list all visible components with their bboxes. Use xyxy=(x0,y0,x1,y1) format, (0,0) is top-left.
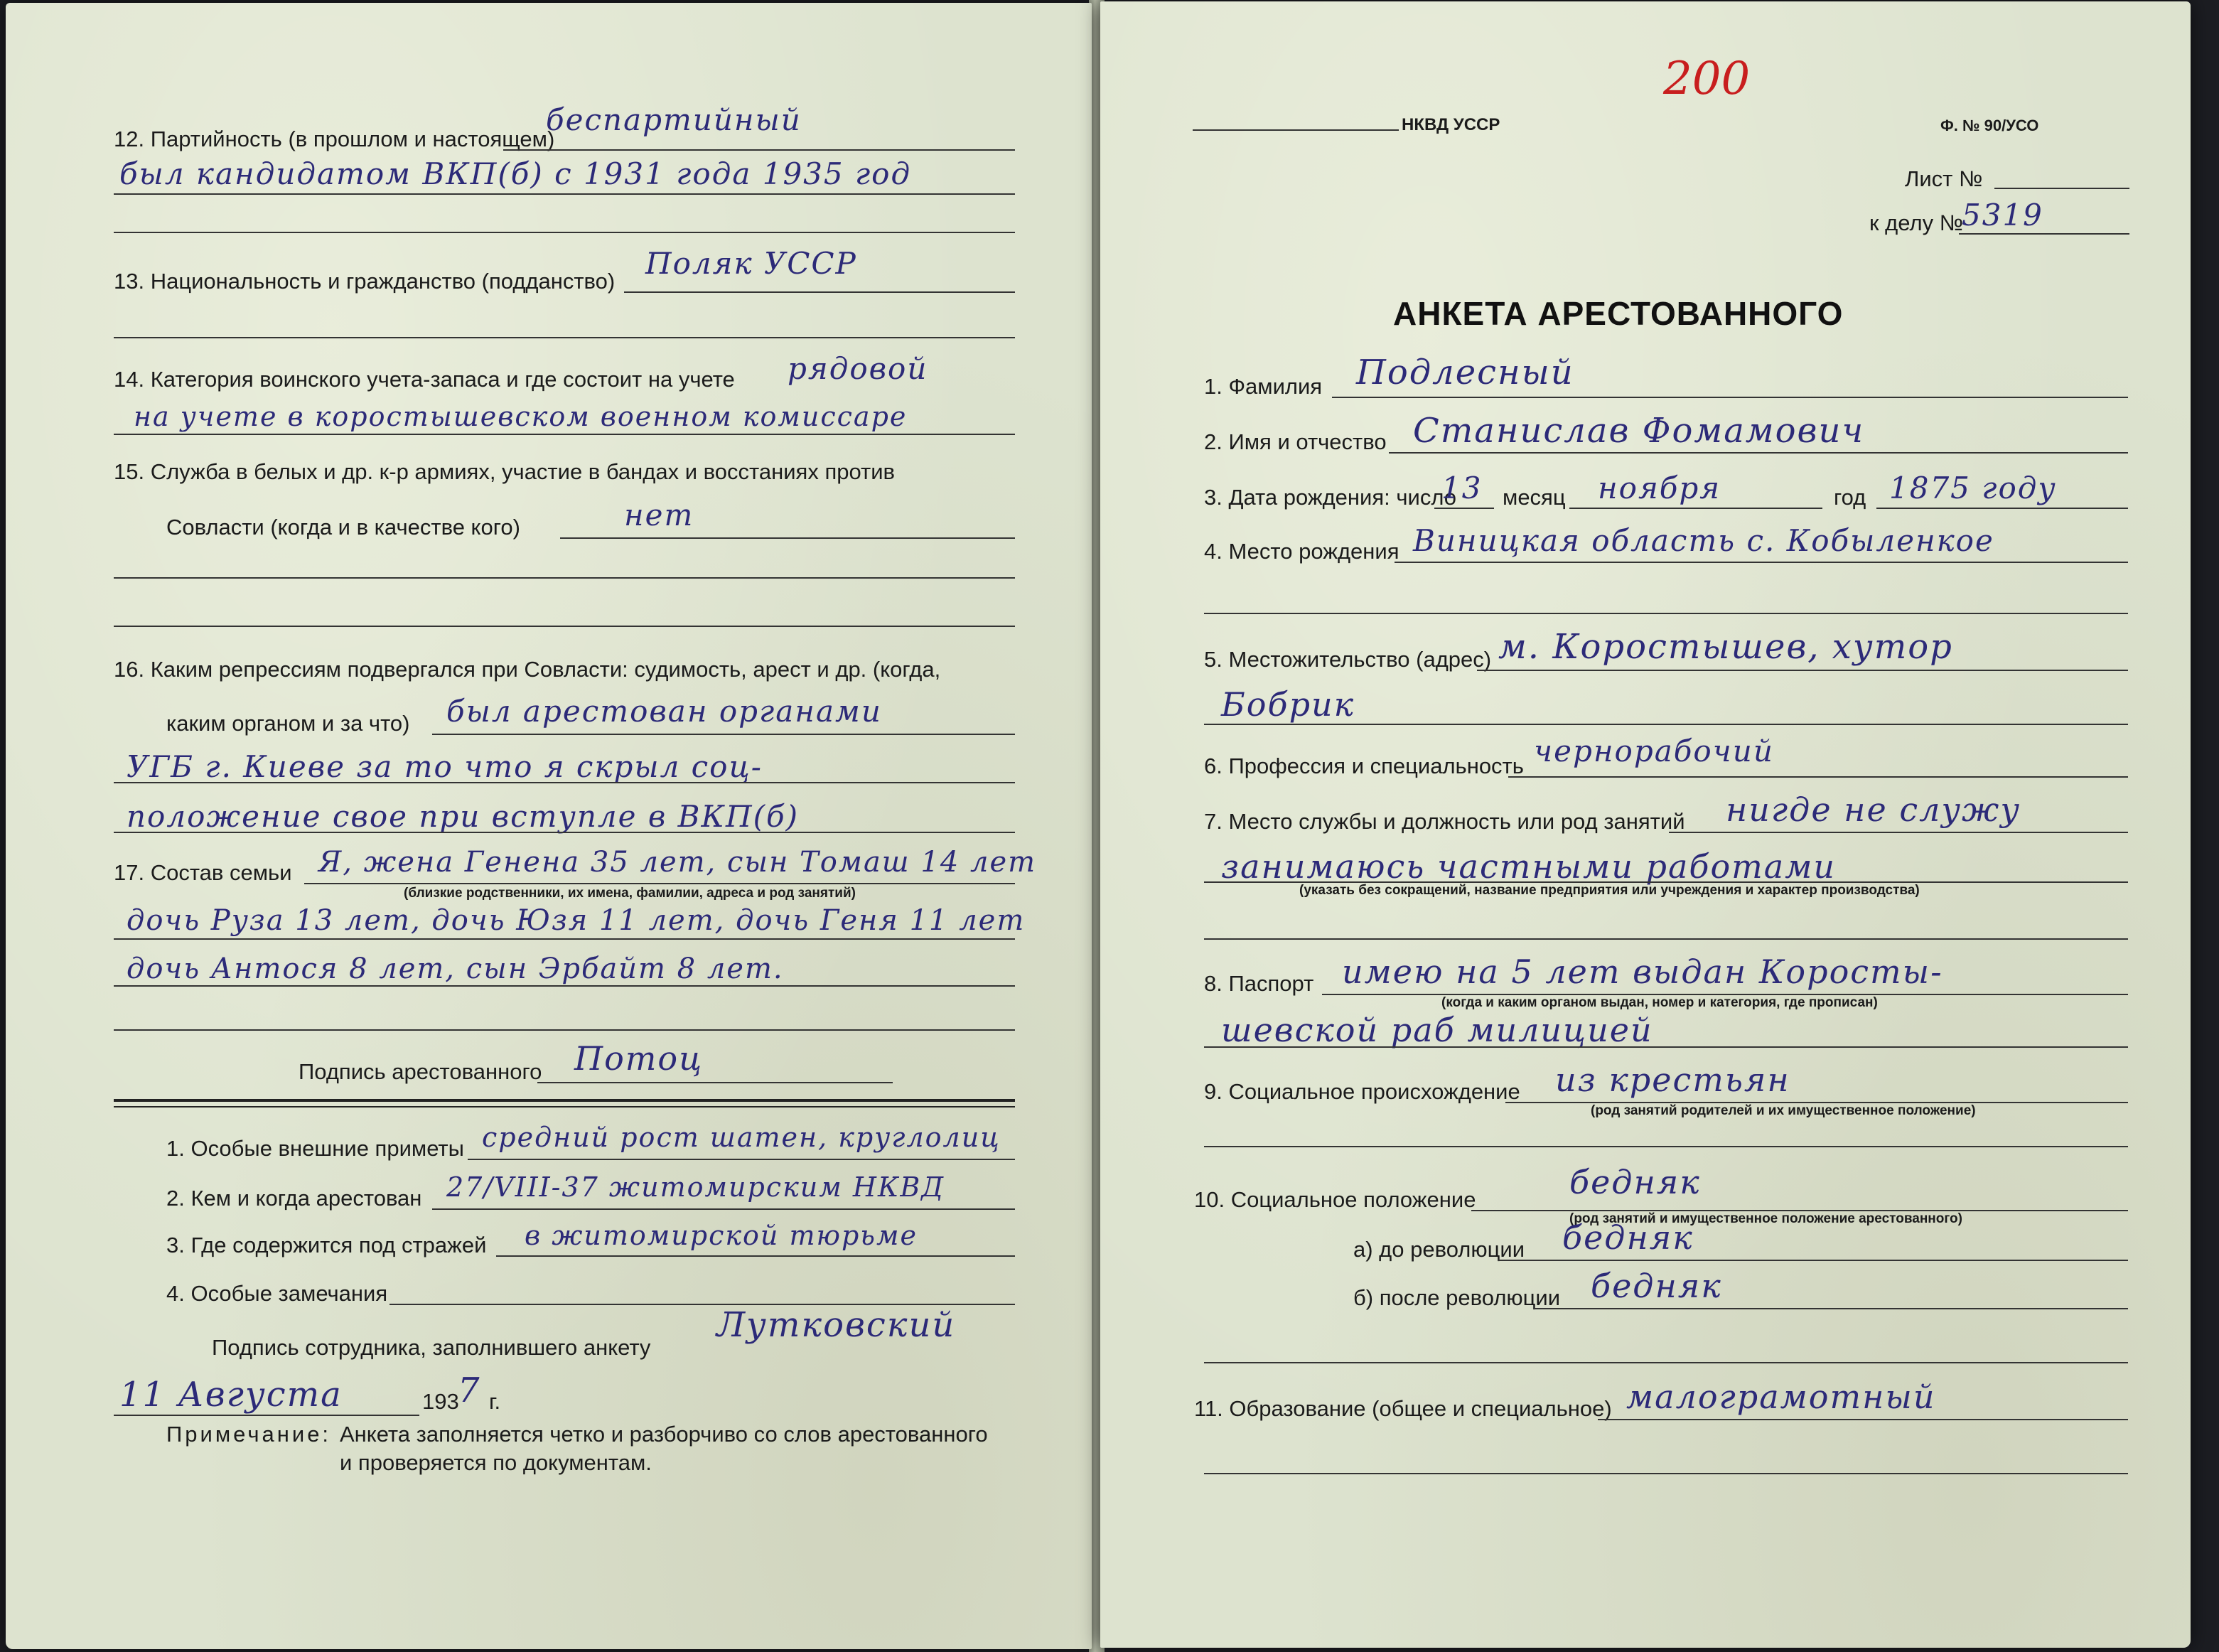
answer-line xyxy=(1508,776,2128,778)
answer-line xyxy=(496,1255,1015,1257)
arrested-signature: Потоц xyxy=(574,1039,704,1078)
q13-answer: Поляк УССР xyxy=(645,246,857,281)
f6-label: 6. Профессия и специальность xyxy=(1204,753,1524,778)
answer-line xyxy=(1204,613,2128,614)
answer-line xyxy=(1669,832,2128,833)
f10-note: (род занятий и имущественное положение арестованного) xyxy=(1569,1211,1962,1226)
surname: Подлесный xyxy=(1356,353,1574,392)
profession: чернорабочий xyxy=(1534,734,1774,768)
workplace-2: занимаюсь частными работами xyxy=(1221,847,1836,886)
name-patronymic: Станислав Фомамович xyxy=(1413,411,1865,451)
f8-label: 8. Паспорт xyxy=(1204,971,1314,996)
date-year-digit: 7 xyxy=(458,1371,481,1410)
answer-line xyxy=(432,1208,1015,1210)
q17-note: (близкие родственники, их имена, фамилии, адреса и род занятий) xyxy=(404,886,856,901)
social-status: бедняк xyxy=(1569,1163,1701,1201)
answer-line xyxy=(114,782,1015,783)
answer-line xyxy=(1598,1419,2128,1420)
q14-label: 14. Категория воинского учета-запаса и где состоит на учете xyxy=(114,367,735,392)
address-1: м. Коростышев, хутор xyxy=(1498,627,1953,667)
o1-answer: средний рост шатен, круглолиц xyxy=(482,1122,1001,1153)
answer-line xyxy=(560,537,1015,539)
birthplace: Виницкая область с. Кобыленкое xyxy=(1413,523,1994,558)
birth-day: 13 xyxy=(1441,471,1483,505)
case-line xyxy=(1959,233,2129,235)
answer-line xyxy=(114,434,1015,435)
case-number: 5319 xyxy=(1962,198,2043,232)
q16-answer-2: УГБ г. Киеве за то что я скрыл соц- xyxy=(127,749,763,784)
answer-line xyxy=(114,577,1015,579)
q15-label-1: 15. Служба в белых и др. к-р армиях, участие в бандах и восстаниях против xyxy=(114,459,896,484)
f11-label: 11. Образование (общее и специальное) xyxy=(1194,1396,1612,1421)
employee-signature: Лутковский xyxy=(716,1305,956,1345)
f3-label: 3. Дата рождения: число xyxy=(1204,485,1457,510)
q16-answer-3: положение свое при вступле в ВКП(б) xyxy=(127,799,800,834)
answer-line xyxy=(1204,1146,2128,1147)
answer-line xyxy=(1395,562,2128,563)
o3-answer: в житомирской тюрьме xyxy=(525,1220,918,1251)
answer-line xyxy=(1204,1362,2128,1363)
answer-line xyxy=(432,734,1015,735)
q17-answer-1: Я, жена Генена 35 лет, сын Томаш 14 лет xyxy=(318,846,1037,879)
answer-line xyxy=(114,337,1015,338)
f3-year-label: год xyxy=(1834,485,1866,510)
o2-label: 2. Кем и когда арестован xyxy=(166,1186,422,1211)
answer-line xyxy=(1498,1260,2128,1261)
q16-label-1: 16. Каким репрессиям подвергался при Совласти: судимость, арест и др. (когда, xyxy=(114,657,941,682)
status-after-revolution: бедняк xyxy=(1591,1267,1722,1305)
f10-label: 10. Социальное положение xyxy=(1194,1187,1476,1212)
education: малограмотный xyxy=(1626,1378,1936,1416)
answer-line xyxy=(503,149,1015,151)
f5-label: 5. Местожительство (адрес) xyxy=(1204,647,1492,672)
signature-label: Подпись арестованного xyxy=(299,1059,542,1084)
answer-line xyxy=(468,1159,1015,1160)
note-text-1: Анкета заполняется четко и разборчиво со слов арестованного xyxy=(340,1422,988,1447)
o4-label: 4. Особые замечания xyxy=(166,1281,388,1306)
date-day-month: 11 Августа xyxy=(119,1375,343,1415)
f1-label: 1. Фамилия xyxy=(1204,374,1323,399)
answer-line xyxy=(1569,508,1822,509)
q13-label: 13. Национальность и гражданство (подданство) xyxy=(114,269,616,294)
form-title: АНКЕТА АРЕСТОВАННОГО xyxy=(1393,295,1844,332)
answer-line xyxy=(1204,1046,2128,1048)
f2-label: 2. Имя и отчество xyxy=(1204,429,1387,454)
answer-line xyxy=(114,232,1015,233)
q16-answer-1: был арестован органами xyxy=(446,694,882,729)
right-page xyxy=(1100,1,2191,1648)
f4-label: 4. Место рождения xyxy=(1204,539,1399,564)
answer-line xyxy=(1876,508,2128,509)
left-page xyxy=(6,3,1092,1649)
form-number: Ф. № 90/УСО xyxy=(1940,117,2039,134)
section-divider xyxy=(114,1099,1015,1107)
answer-line xyxy=(114,938,1015,940)
birth-month: ноября xyxy=(1598,471,1721,505)
q17-answer-3: дочь Антося 8 лет, сын Эрбайт 8 лет. xyxy=(127,953,784,985)
q12-answer-2: был кандидатом ВКП(б) с 1931 года 1935 год xyxy=(119,156,912,191)
social-origin: из крестьян xyxy=(1555,1061,1790,1099)
date-year-prefix: 193 xyxy=(422,1389,459,1414)
signature-line xyxy=(537,1082,893,1083)
answer-line xyxy=(624,291,1015,293)
case-label: к делу № xyxy=(1869,210,1963,235)
answer-line xyxy=(1204,1473,2128,1474)
answer-line xyxy=(1534,1308,2128,1309)
f10b-label: б) после революции xyxy=(1353,1285,1561,1310)
q12-answer-1: беспартийный xyxy=(546,102,802,137)
q17-answer-2: дочь Руза 13 лет, дочь Юзя 11 лет, дочь Геня 11 лет xyxy=(127,904,1026,937)
q14-answer-2: на учете в коростышевском военном комиссаре xyxy=(134,401,908,432)
answer-line xyxy=(1204,724,2128,725)
sheet-label: Лист № xyxy=(1905,166,1983,191)
answer-line xyxy=(1477,670,2128,671)
workplace-1: нигде не служу xyxy=(1726,790,2021,829)
f9-note: (род занятий родителей и их имущественное положение) xyxy=(1591,1103,1976,1118)
answer-line xyxy=(1434,508,1494,509)
f10a-label: а) до революции xyxy=(1353,1237,1525,1262)
f8-note: (когда и каким органом выдан, номер и категория, где прописан) xyxy=(1441,995,1878,1010)
note-label: Примечание: xyxy=(166,1422,332,1447)
date-line xyxy=(114,1415,419,1416)
q15-label-2: Совласти (когда и в качестве кого) xyxy=(166,515,520,540)
o3-label: 3. Где содержится под стражей xyxy=(166,1233,487,1257)
date-g: г. xyxy=(489,1389,501,1414)
q16-label-2: каким органом и за что) xyxy=(166,711,410,736)
o2-answer: 27/VIII-37 житомирским НКВД xyxy=(446,1171,945,1203)
answer-line xyxy=(114,193,1015,195)
answer-line xyxy=(1332,397,2128,398)
f7-label: 7. Место службы и должность или род занятий xyxy=(1204,809,1685,834)
answer-line xyxy=(114,626,1015,627)
birth-year: 1875 году xyxy=(1889,471,2057,505)
f3-month-label: месяц xyxy=(1503,485,1566,510)
answer-line xyxy=(304,883,1015,884)
answer-line xyxy=(1204,938,2128,940)
answer-line xyxy=(114,1029,1015,1031)
q17-label: 17. Состав семьи xyxy=(114,860,292,885)
answer-line xyxy=(1389,452,2128,454)
header-line xyxy=(1193,129,1399,131)
passport-1: имею на 5 лет выдан Коросты- xyxy=(1342,953,1943,991)
address-2: Бобрик xyxy=(1221,685,1355,724)
status-before-revolution: бедняк xyxy=(1562,1218,1694,1257)
red-sheet-number: 200 xyxy=(1663,53,1751,105)
q14-answer-1: рядовой xyxy=(788,351,928,386)
f9-label: 9. Социальное происхождение xyxy=(1204,1079,1520,1104)
answer-line xyxy=(114,832,1015,833)
sheet-line xyxy=(1994,188,2129,189)
f7-note: (указать без сокращений, название предприятия или учреждения и характер производства) xyxy=(1299,883,1920,898)
passport-2: шевской раб милицией xyxy=(1221,1011,1653,1049)
employee-signature-label: Подпись сотрудника, заполнившего анкету xyxy=(212,1335,651,1360)
nkvd-header: НКВД УССР xyxy=(1402,115,1500,134)
note-text-2: и проверяется по документам. xyxy=(340,1450,652,1475)
answer-line xyxy=(114,985,1015,987)
q12-label: 12. Партийность (в прошлом и настоящем) xyxy=(114,127,555,151)
o1-label: 1. Особые внешние приметы xyxy=(166,1136,464,1161)
q15-answer: нет xyxy=(624,498,694,532)
